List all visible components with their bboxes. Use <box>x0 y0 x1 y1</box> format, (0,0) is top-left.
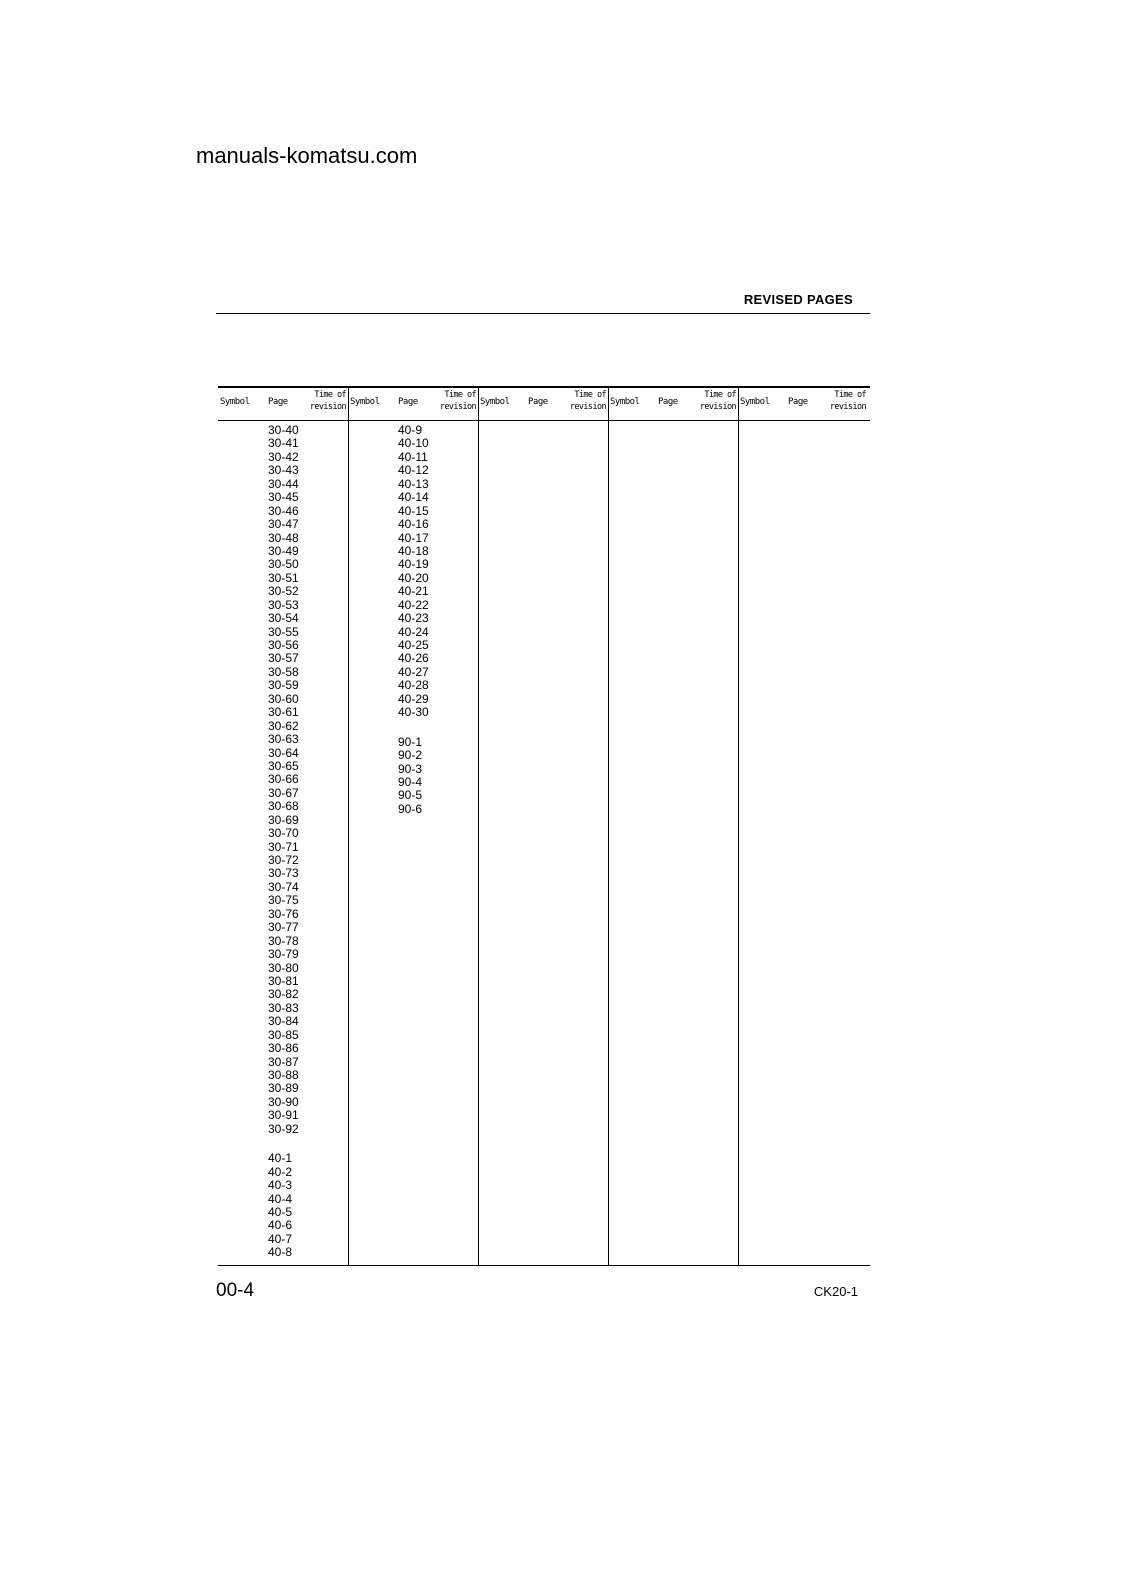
list-gap <box>268 1136 299 1152</box>
column-group-5 <box>738 386 868 1266</box>
page-entry: 30-72 <box>268 853 299 867</box>
page-entry: 30-80 <box>268 960 299 975</box>
page-entry: 30-79 <box>268 947 299 962</box>
page-entry: 40-13 <box>398 476 429 491</box>
page-entry: 30-57 <box>268 651 299 666</box>
page-entry: 40-22 <box>398 597 429 612</box>
page-entry: 40-19 <box>398 557 429 572</box>
page-entry: 30-88 <box>268 1068 299 1082</box>
page-entry: 40-8 <box>268 1245 293 1260</box>
page-list-column-1 <box>268 424 299 1260</box>
page-entry: 30-49 <box>268 543 299 558</box>
page-entry: 30-84 <box>268 1014 299 1029</box>
page-entry: 30-85 <box>268 1027 299 1042</box>
page-entry: 90-2 <box>398 748 423 763</box>
page-entry: 40-11 <box>398 449 428 464</box>
page-entry: 30-43 <box>268 463 299 478</box>
page-entry: 30-60 <box>268 691 299 706</box>
page-entry: 30-52 <box>268 584 299 599</box>
page-entry: 30-91 <box>268 1108 299 1123</box>
page-entry: 40-17 <box>398 530 429 545</box>
page-entry: 90-6 <box>398 801 423 816</box>
page-entry: 30-51 <box>268 570 299 585</box>
page-entry: 40-26 <box>398 651 429 666</box>
page-entry: 90-4 <box>398 774 423 789</box>
page-entry: 30-82 <box>268 987 299 1002</box>
page-entry: 30-41 <box>268 436 299 451</box>
header-time-of-revision: Time of revision <box>829 390 866 412</box>
column-group-1 <box>218 386 349 1266</box>
page-entry: 30-55 <box>268 624 299 639</box>
page-entry: 30-89 <box>268 1081 299 1096</box>
page-entry: 30-68 <box>268 799 299 814</box>
header-symbol: Symbol <box>220 397 250 407</box>
footer-page-number: 00-4 <box>216 1280 255 1301</box>
page-entry: 30-78 <box>268 933 299 948</box>
page-entry: 40-1 <box>268 1151 293 1166</box>
page-entry: 30-87 <box>268 1054 299 1069</box>
page-entry: 40-7 <box>268 1231 293 1246</box>
page-entry: 40-2 <box>268 1164 293 1179</box>
page-entry: 30-66 <box>268 772 299 787</box>
page-entry: 30-86 <box>268 1041 299 1056</box>
header-symbol: Symbol <box>740 397 770 407</box>
page-entry: 40-14 <box>398 490 429 505</box>
revised-pages-table <box>218 386 870 1266</box>
page-entry: 40-21 <box>398 584 429 599</box>
page-entry: 30-70 <box>268 826 299 841</box>
column-group-4 <box>608 386 739 1266</box>
page-entry: 40-12 <box>398 463 429 478</box>
page-entry: 30-47 <box>268 517 299 532</box>
header-page: Page <box>528 397 548 407</box>
header-time-of-revision: Time of revision <box>699 390 736 412</box>
page-entry: 30-48 <box>268 530 299 545</box>
header-symbol: Symbol <box>480 397 510 407</box>
page-entry: 30-59 <box>268 678 299 693</box>
page-entry: 30-62 <box>268 718 299 733</box>
page-entry: 30-46 <box>268 503 299 518</box>
page-entry: 30-83 <box>268 1000 299 1015</box>
page-entry: 40-25 <box>398 638 429 652</box>
footer-model-code: CK20-1 <box>813 1284 858 1299</box>
page-entry: 30-75 <box>268 893 299 908</box>
page-entry: 30-90 <box>268 1094 299 1109</box>
watermark-text: manuals-komatsu.com <box>196 143 418 168</box>
page-entry: 30-58 <box>268 664 299 679</box>
page-entry: 40-24 <box>398 624 429 639</box>
page-entry: 90-3 <box>398 761 423 776</box>
page-entry: 30-40 <box>268 423 299 437</box>
page-entry: 30-45 <box>268 490 299 505</box>
header-time-of-revision: Time of revision <box>569 390 606 412</box>
header-symbol: Symbol <box>350 397 380 407</box>
page-entry: 30-42 <box>268 449 299 464</box>
page-entry: 30-50 <box>268 557 299 572</box>
header-page: Page <box>658 397 678 407</box>
page-entry: 40-4 <box>268 1191 293 1206</box>
page-entry: 40-30 <box>398 705 429 720</box>
page-entry: 40-28 <box>398 678 429 693</box>
page-entry: 40-5 <box>268 1204 293 1219</box>
page-entry: 40-29 <box>398 691 429 706</box>
page-entry: 30-76 <box>268 906 299 921</box>
header-symbol: Symbol <box>610 397 640 407</box>
page-entry: 40-6 <box>268 1218 293 1233</box>
page-entry: 40-20 <box>398 570 429 585</box>
title-rule <box>216 313 870 314</box>
header-page: Page <box>268 397 288 407</box>
page-entry: 40-23 <box>398 611 429 626</box>
page-entry: 30-64 <box>268 745 299 760</box>
page-entry: 40-18 <box>398 543 429 558</box>
header-page: Page <box>398 397 418 407</box>
page-entry: 30-73 <box>268 866 299 881</box>
page-entry: 40-10 <box>398 436 429 451</box>
page-entry: 40-27 <box>398 664 429 679</box>
page-entry: 40-9 <box>398 423 423 437</box>
header-time-of-revision: Time of revision <box>439 390 476 412</box>
page-entry: 30-61 <box>268 705 299 720</box>
page-entry: 90-1 <box>398 734 423 749</box>
page-entry: 30-65 <box>268 758 299 773</box>
header-time-of-revision: Time of revision <box>309 390 346 412</box>
page-entry: 30-92 <box>268 1121 299 1136</box>
page-entry: 30-81 <box>268 973 299 988</box>
page-entry: 30-74 <box>268 879 299 894</box>
page-entry: 30-71 <box>268 839 299 854</box>
page-entry: 30-53 <box>268 597 299 612</box>
list-gap <box>398 720 429 736</box>
column-group-3 <box>478 386 609 1266</box>
page-entry: 40-3 <box>268 1178 293 1193</box>
page-entry: 30-56 <box>268 638 299 652</box>
page-entry: 30-67 <box>268 785 299 800</box>
section-title: REVISED PAGES <box>743 292 853 307</box>
page-entry: 30-77 <box>268 920 299 935</box>
page-entry: 30-63 <box>268 732 299 747</box>
page-entry: 40-16 <box>398 517 429 532</box>
column-group-2 <box>348 386 479 1266</box>
page-entry: 40-15 <box>398 503 429 518</box>
page-entry: 30-44 <box>268 476 299 491</box>
page-entry: 30-54 <box>268 611 299 626</box>
header-page: Page <box>788 397 808 407</box>
page-entry: 30-69 <box>268 812 299 827</box>
page-entry: 90-5 <box>398 788 423 803</box>
page-list-column-2 <box>398 424 429 816</box>
